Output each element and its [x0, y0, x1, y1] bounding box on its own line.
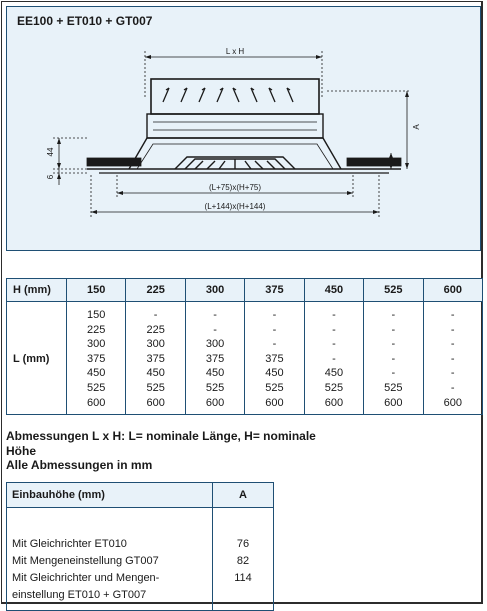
- table-cell: -: [391, 352, 396, 365]
- table-cell: -: [332, 323, 336, 336]
- table-cell: -: [272, 338, 277, 351]
- dim-label-6: 6: [46, 174, 55, 180]
- h-column-header: 225: [126, 279, 185, 302]
- table-cell: 600: [265, 396, 284, 409]
- dim-label-l144: (L+144)x(H+144): [204, 202, 266, 211]
- note-line: Höhe: [6, 443, 36, 458]
- table-cell: -: [391, 309, 396, 321]
- table-cell: -: [450, 381, 455, 394]
- table-cell: 375: [146, 352, 165, 365]
- table-cell: -: [213, 323, 217, 336]
- install-table-body: [7, 508, 274, 611]
- l-row-label: L (mm): [7, 302, 67, 415]
- table-cell: -: [332, 352, 336, 365]
- table-cell: 450: [205, 367, 225, 380]
- table-cell: -: [450, 323, 455, 336]
- table-column: [304, 302, 363, 415]
- drawing-panel: [6, 6, 481, 251]
- size-table-body: [7, 302, 483, 415]
- dim-label-a: A: [412, 124, 421, 130]
- h-column-header: 375: [245, 279, 304, 302]
- table-cell: 450: [146, 367, 165, 380]
- table-cell: 375: [87, 352, 106, 365]
- install-row-label: Mit Mengeneinstellung GT007: [12, 555, 159, 567]
- table-cell: -: [332, 338, 336, 351]
- h-column-header: 525: [364, 279, 423, 302]
- install-row-label: Mit Gleichrichter und Mengen-: [12, 572, 160, 584]
- h-column-header: 450: [304, 279, 363, 302]
- dimension-notes: [6, 429, 476, 473]
- table-cell: -: [450, 338, 455, 351]
- h-column-header: 600: [423, 279, 482, 302]
- table-cell: 525: [87, 381, 106, 394]
- h-column-header: 150: [67, 279, 126, 302]
- table-cell: -: [213, 309, 217, 321]
- install-row-label: Mit Gleichrichter ET010: [12, 538, 127, 550]
- install-row-value: 82: [236, 555, 250, 567]
- note-line: Abmessungen L x H: L= nominale Länge, H= nominale: [6, 429, 316, 443]
- table-cell: -: [450, 367, 455, 380]
- install-table-header: [7, 483, 274, 508]
- table-cell: 300: [205, 338, 225, 351]
- table-cell: 225: [87, 323, 106, 336]
- size-table: [6, 278, 483, 415]
- h-column-header: 300: [185, 279, 244, 302]
- note-line: Alle Abmessungen in mm: [6, 458, 153, 472]
- table-cell: 525: [324, 381, 344, 394]
- dim-label-lxh: L x H: [225, 47, 245, 56]
- table-column: [67, 302, 126, 415]
- table-cell: 600: [205, 396, 225, 409]
- table-cell: -: [450, 352, 455, 365]
- install-row-value: 76: [236, 538, 250, 550]
- table-cell: -: [450, 309, 455, 321]
- table-cell: 600: [324, 396, 344, 409]
- dim-label-13: 13: [393, 157, 402, 167]
- install-values: [213, 508, 274, 611]
- table-cell: 525: [205, 381, 225, 394]
- install-row-value: 114: [234, 572, 252, 584]
- table-cell: -: [332, 309, 336, 321]
- table-cell: 600: [384, 396, 403, 409]
- table-cell: 600: [146, 396, 165, 409]
- table-column: [245, 302, 304, 415]
- table-cell: 525: [265, 381, 284, 394]
- table-cell: 600: [87, 396, 106, 409]
- table-cell: 600: [443, 396, 462, 409]
- drawing-title: EE100 + ET010 + GT007: [17, 14, 153, 28]
- h-header-label: H (mm): [7, 279, 67, 302]
- table-column: [423, 302, 482, 415]
- table-column: [364, 302, 423, 415]
- table-cell: -: [391, 338, 396, 351]
- table-cell: 150: [87, 309, 106, 321]
- table-cell: 300: [87, 338, 106, 351]
- table-cell: 300: [146, 338, 165, 351]
- table-cell: 525: [384, 381, 403, 394]
- table-cell: 375: [205, 352, 225, 365]
- table-cell: -: [272, 309, 277, 321]
- install-header-label: Einbauhöhe (mm): [7, 483, 213, 508]
- install-header-value: A: [213, 483, 274, 508]
- table-cell: -: [391, 367, 396, 380]
- table-cell: -: [391, 323, 396, 336]
- table-column: [185, 302, 244, 415]
- table-cell: 525: [146, 381, 165, 394]
- dim-label-44: 44: [46, 147, 55, 157]
- table-cell: -: [272, 323, 277, 336]
- size-table-header: [7, 279, 483, 302]
- technical-drawing: [7, 7, 482, 252]
- installation-height-table: [6, 482, 274, 611]
- install-labels: [7, 508, 213, 611]
- dim-label-l75: (L+75)x(H+75): [208, 183, 262, 192]
- table-cell: 450: [87, 367, 106, 380]
- table-cell: 450: [324, 367, 344, 380]
- install-row-label-cont: einstellung ET010 + GT007: [12, 589, 147, 601]
- table-cell: -: [153, 309, 158, 321]
- table-cell: 375: [265, 352, 284, 365]
- table-cell: 450: [265, 367, 284, 380]
- table-column: [126, 302, 185, 415]
- table-cell: 225: [146, 323, 165, 336]
